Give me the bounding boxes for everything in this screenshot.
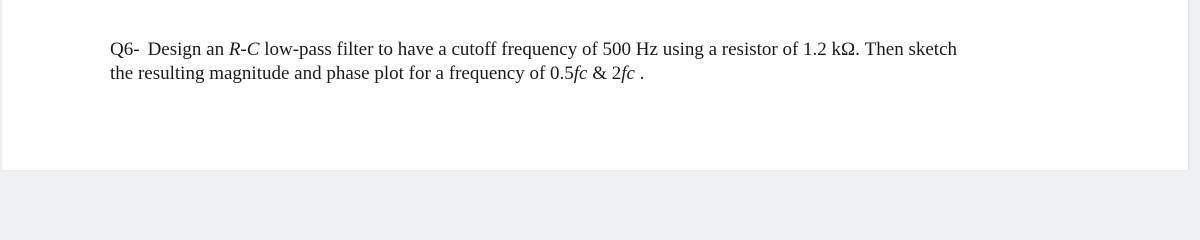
fc-term-1: fc: [573, 63, 588, 84]
question-text-1a: Design an: [147, 39, 229, 60]
question-number: Q6-: [110, 39, 140, 60]
rc-term: R-C: [228, 39, 260, 60]
question-text-2a: the resulting magnitude and phase plot for a frequency of 0.5: [110, 63, 574, 84]
document-page: [2, 0, 1189, 170]
question-text-1b: low-pass filter to have a cutoff frequency of 500 Hz using a resistor of 1.2 kΩ. Then sketch: [259, 39, 958, 60]
question-text-2b: & 2: [587, 63, 622, 84]
fc-term-2: fc: [621, 63, 635, 84]
question-q6: [110, 38, 1170, 86]
question-line-1: [110, 38, 1170, 62]
question-line-2: [110, 62, 1170, 86]
question-text-2c: .: [635, 63, 645, 84]
